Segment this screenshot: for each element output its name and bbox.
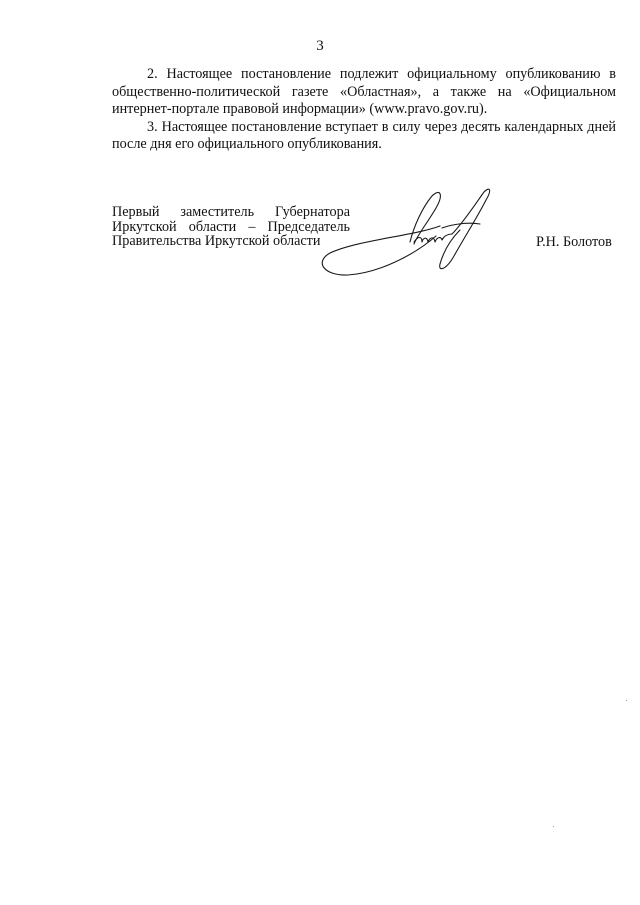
- signatory-title-line: Иркутской области – Председатель: [112, 218, 350, 235]
- paragraph-effective-date: 3. Настоящее постановление вступает в силу через десять календарных дней после дня его официального опубликования.: [112, 118, 616, 152]
- document-body: [112, 66, 616, 154]
- signatory-name: Р.Н. Болотов: [536, 234, 612, 250]
- signatory-title-line: Правительства Иркутской области: [112, 233, 321, 249]
- paragraph-publication: 2. Настоящее постановление подлежит официальному опубликованию в общественно-политической газете «Областная», а также на «Официальном интернет-портале правовой информации» (www.pravo.gov.ru).: [112, 66, 616, 117]
- page-number: 3: [316, 38, 324, 54]
- scan-speck: [626, 700, 627, 701]
- signatory-title: [112, 205, 350, 249]
- scan-speck: [553, 826, 554, 827]
- signatory-title-line: Первый заместитель Губернатора: [112, 204, 350, 220]
- handwritten-signature: [318, 178, 518, 288]
